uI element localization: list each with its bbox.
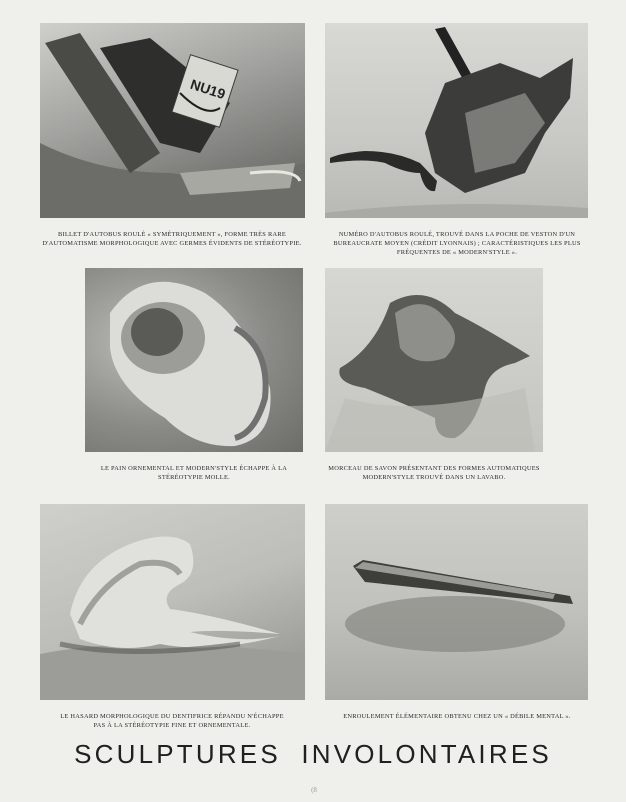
bus-number-illustration (325, 23, 588, 218)
photo-bread (85, 268, 303, 452)
caption-bread: LE PAIN ORNEMENTAL ET MODERN'STYLE ÉCHAPPE À LA STÉRÉOTYPIE MOLLE. (100, 465, 288, 481)
photo-bus-ticket (40, 23, 305, 218)
page-folio: (8 (311, 786, 317, 794)
photo-soap (325, 268, 543, 452)
toothpaste-illustration (40, 504, 305, 700)
photo-bus-number (325, 23, 588, 218)
page-title: SCULPTURES INVOLONTAIRES (74, 739, 552, 769)
photo-toothpaste (40, 504, 305, 700)
photo-roll (325, 504, 588, 700)
bread-illustration (85, 268, 303, 452)
caption-soap: MORCEAU DE SAVON PRÉSENTANT DES FORMES AUTOMATIQUES MODERN'STYLE TROUVÉ DANS UN LAVABO. (328, 465, 540, 481)
caption-roll: ENROULEMENT ÉLÉMENTAIRE OBTENU CHEZ UN « DÉBILE MENTAL ». (343, 713, 571, 720)
caption-bus-ticket: BILLET D'AUTOBUS ROULÉ « SYMÉTRIQUEMENT », FORME TRÈS RARE D'AUTOMATISME MORPHOLOGIQUE AVEC GERMES ÉVIDENTS DE STÉRÉOTYPIE. (42, 231, 302, 247)
roll-illustration (325, 504, 588, 700)
bus-ticket-illustration (40, 23, 305, 218)
caption-toothpaste: LE HASARD MORPHOLOGIQUE DU DENTIFRICE RÉPANDU N'ÉCHAPPE PAS À LA STÉRÉOTYPIE FINE ET ORNEMENTALE. (60, 713, 284, 729)
soap-illustration (325, 268, 543, 452)
ticket-number-text: NU19 (188, 75, 228, 103)
caption-bus-number: NUMÉRO D'AUTOBUS ROULÉ, TROUVÉ DANS LA POCHE DE VESTON D'UN BUREAUCRATE MOYEN (CRÉDIT LYONNAIS) ; CARACTÉRISTIQUES LES PLUS FRÉQUENTES DE « MODERN'STYLE ». (333, 231, 581, 256)
